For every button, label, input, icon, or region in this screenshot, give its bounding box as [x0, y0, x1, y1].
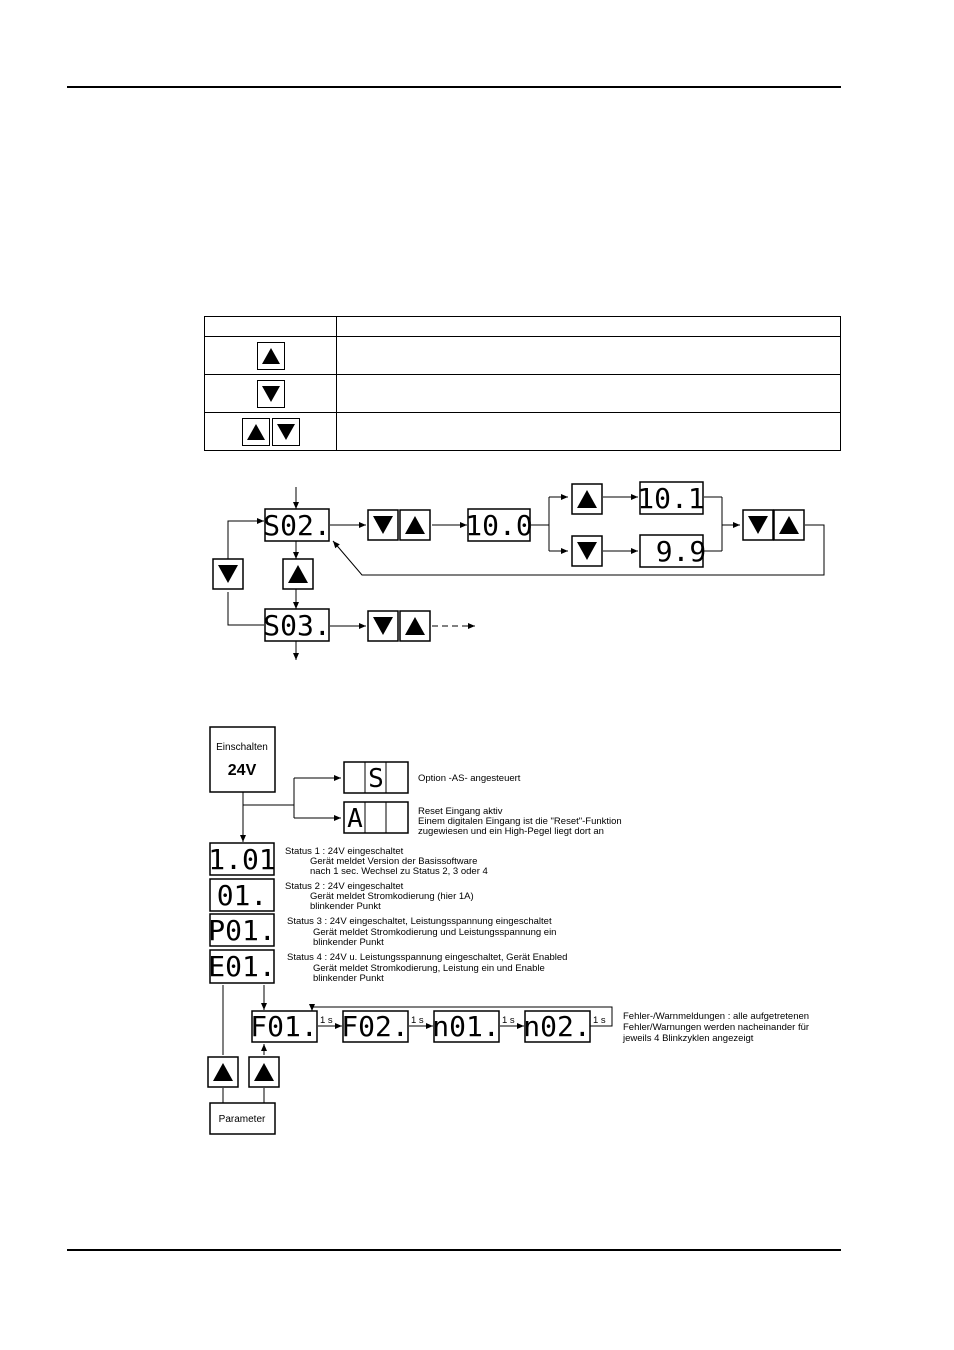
status-4-display-text: E01. — [208, 950, 276, 983]
interval-label: 1 s — [502, 1015, 515, 1026]
fault-note-line-1: Fehler-/Warnmeldungen : alle aufgetretenen — [623, 1011, 810, 1022]
status-1-line-2: Gerät meldet Version der Basissoftware — [310, 856, 478, 867]
display-s02-text: S02. — [263, 509, 331, 542]
down-arrow-key[interactable] — [368, 611, 398, 641]
display-s03 — [263, 609, 330, 642]
display-s-text: S — [368, 764, 384, 794]
down-arrow-key[interactable] — [368, 510, 398, 540]
display-s03-text: S03. — [263, 609, 331, 642]
up-arrow-key[interactable] — [400, 510, 430, 540]
status-1-display-text: 1.01 — [208, 843, 276, 876]
down-arrow-key[interactable] — [572, 536, 602, 566]
reset-line-1: Reset Eingang aktiv — [418, 806, 503, 817]
interval-label: 1 s — [411, 1015, 424, 1026]
einschalten-label: Einschalten — [216, 742, 268, 753]
display-down — [640, 535, 706, 568]
reset-line-3: zugewiesen und ein High-Pegel liegt dort an — [418, 826, 604, 837]
display-status-1 — [208, 843, 275, 876]
display-value-text: 10.0 — [465, 509, 533, 542]
display-status-4 — [208, 950, 275, 983]
display-value — [465, 509, 532, 542]
display-fault-2 — [341, 1010, 408, 1043]
status-1-line-3: nach 1 sec. Wechsel zu Status 2, 3 oder 4 — [310, 866, 488, 877]
up-arrow-key[interactable] — [400, 611, 430, 641]
up-arrow-key[interactable] — [249, 1057, 279, 1087]
display-status-3 — [208, 914, 275, 947]
display-up-text: 10.1 — [637, 482, 705, 515]
display-warning-2 — [523, 1010, 590, 1043]
status-3-line-2: Gerät meldet Stromkodierung und Leistungsspannung ein — [313, 927, 557, 938]
parameter-label: Parameter — [218, 1114, 266, 1125]
down-arrow-key[interactable] — [743, 510, 773, 540]
fault-1-display-text: F01. — [250, 1010, 318, 1043]
status-2-line-1: Status 2 : 24V eingeschaltet — [285, 881, 404, 892]
status-3-display-text: P01. — [208, 914, 276, 947]
status-4-line-2: Gerät meldet Stromkodierung, Leistung ein und Enable — [313, 963, 545, 974]
up-arrow-key[interactable] — [283, 559, 313, 589]
display-s — [344, 762, 408, 794]
display-a — [344, 802, 408, 834]
display-status-2 — [210, 879, 274, 912]
display-warning-1 — [432, 1010, 499, 1043]
display-s02 — [263, 509, 330, 542]
interval-label: 1 s — [593, 1015, 606, 1026]
display-a-text: A — [347, 804, 363, 834]
warning-1-display-text: n01. — [432, 1010, 500, 1043]
status-4-line-1: Status 4 : 24V u. Leistungsspannung eingeschaltet, Gerät Enabled — [287, 952, 568, 963]
up-arrow-key[interactable] — [572, 484, 602, 514]
status-2-line-2: Gerät meldet Stromkodierung (hier 1A) — [310, 891, 474, 902]
warning-2-display-text: n02. — [523, 1010, 591, 1043]
status-3-line-3: blinkender Punkt — [313, 937, 384, 948]
status-2-line-3: blinkender Punkt — [310, 901, 381, 912]
display-up — [637, 482, 704, 515]
fault-note-line-2: Fehler/Warnungen werden nacheinander für — [623, 1022, 810, 1033]
status-4-line-3: blinkender Punkt — [313, 973, 384, 984]
reset-line-2: Einem digitalen Eingang ist die "Reset"-Funktion — [418, 816, 622, 827]
power-on-box — [210, 727, 275, 792]
option-text: Option -AS- angesteuert — [418, 773, 521, 784]
status-2-display-text: 01. — [216, 879, 268, 912]
interval-label: 1 s — [320, 1015, 333, 1026]
status-3-line-1: Status 3 : 24V eingeschaltet, Leistungsspannung eingeschaltet — [287, 916, 552, 927]
down-arrow-key[interactable] — [213, 559, 243, 589]
status-1-line-1: Status 1 : 24V eingeschaltet — [285, 846, 404, 857]
voltage-label: 24V — [227, 762, 257, 779]
display-fault-1 — [250, 1010, 317, 1043]
parameter-box — [210, 1103, 275, 1134]
fault-2-display-text: F02. — [341, 1010, 409, 1043]
up-arrow-key[interactable] — [774, 510, 804, 540]
fault-note-line-3: jeweils 4 Blinkzyklen angezeigt — [623, 1033, 754, 1044]
up-arrow-key[interactable] — [208, 1057, 238, 1087]
display-down-text: 9.9 — [655, 535, 707, 568]
footer-rule — [67, 1249, 841, 1251]
